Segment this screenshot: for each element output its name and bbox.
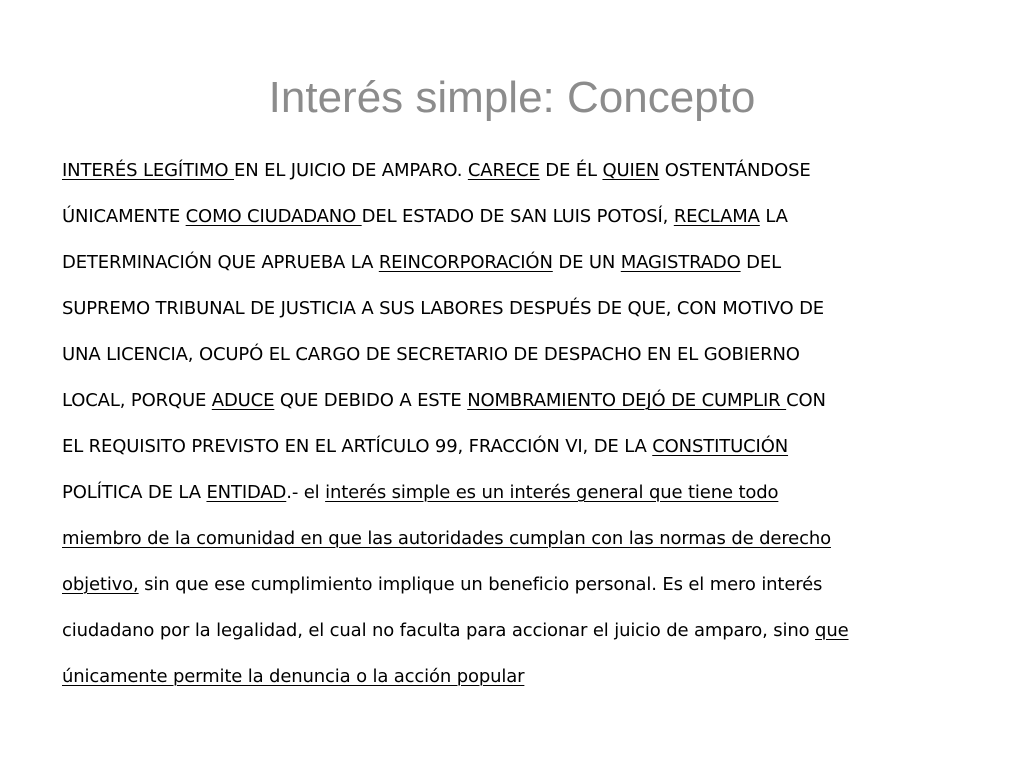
text-segment: DE ÉL [539,160,603,181]
text-segment: LOCAL, PORQUE [62,390,212,411]
underlined-phrase: MAGISTRADO [620,252,741,273]
underlined-phrase: RECLAMA [673,206,760,227]
text-segment: .- el [286,482,326,503]
underlined-phrase: interés simple es un interés general que tiene todo [325,482,779,503]
underlined-phrase: QUIEN [602,160,660,181]
text-line [62,332,982,378]
underlined-phrase: NOMBRAMIENTO DEJÓ DE CUMPLIR [467,390,787,411]
text-segment: CON [786,390,826,411]
text-line [62,516,982,562]
text-line [62,424,982,470]
underlined-phrase: ENTIDAD [206,482,287,503]
text-line [62,148,982,194]
text-segment: ÚNICAMENTE [62,206,186,227]
text-segment: SUPREMO TRIBUNAL DE JUSTICIA A SUS LABORES DESPUÉS DE QUE, CON MOTIVO DE [62,298,825,319]
underlined-phrase: únicamente permite la denuncia o la acción popular [62,666,525,687]
text-line [62,608,982,654]
underlined-phrase: objetivo, [62,574,139,595]
text-segment: EL REQUISITO PREVISTO EN EL ARTÍCULO 99, FRACCIÓN VI, DE LA [62,436,653,457]
underlined-phrase: CONSTITUCIÓN [652,436,789,457]
text-segment: sin que ese cumplimiento implique un beneficio personal. Es el mero interés [138,574,823,595]
text-segment: ciudadano por la legalidad, el cual no faculta para accionar el juicio de amparo, sino [62,620,816,641]
text-segment: DETERMINACIÓN QUE APRUEBA LA [62,252,379,273]
text-line [62,378,982,424]
underlined-phrase: ADUCE [211,390,275,411]
underlined-phrase: COMO CIUDADANO [185,206,362,227]
text-segment: POLÍTICA DE LA [62,482,207,503]
text-segment: QUE DEBIDO A ESTE [274,390,468,411]
text-line [62,654,982,700]
text-line [62,240,982,286]
text-segment: DEL [740,252,781,273]
text-segment: LA [759,206,788,227]
underlined-phrase: que [815,620,849,641]
slide-body-text [62,148,982,700]
underlined-phrase: INTERÉS LEGÍTIMO [62,160,235,181]
text-segment: DEL ESTADO DE SAN LUIS POTOSÍ, [361,206,674,227]
text-line [62,470,982,516]
text-segment: UNA LICENCIA, OCUPÓ EL CARGO DE SECRETARIO DE DESPACHO EN EL GOBIERNO [62,344,800,365]
underlined-phrase: miembro de la comunidad en que las autoridades cumplan con las normas de derecho [62,528,831,549]
text-line [62,562,982,608]
slide-title: Interés simple: Concepto [268,73,756,122]
underlined-phrase: REINCORPORACIÓN [378,252,553,273]
text-line [62,194,982,240]
text-segment: DE UN [552,252,621,273]
underlined-phrase: CARECE [467,160,540,181]
text-line [62,286,982,332]
text-segment: OSTENTÁNDOSE [659,160,811,181]
text-segment: EN EL JUICIO DE AMPARO. [234,160,468,181]
